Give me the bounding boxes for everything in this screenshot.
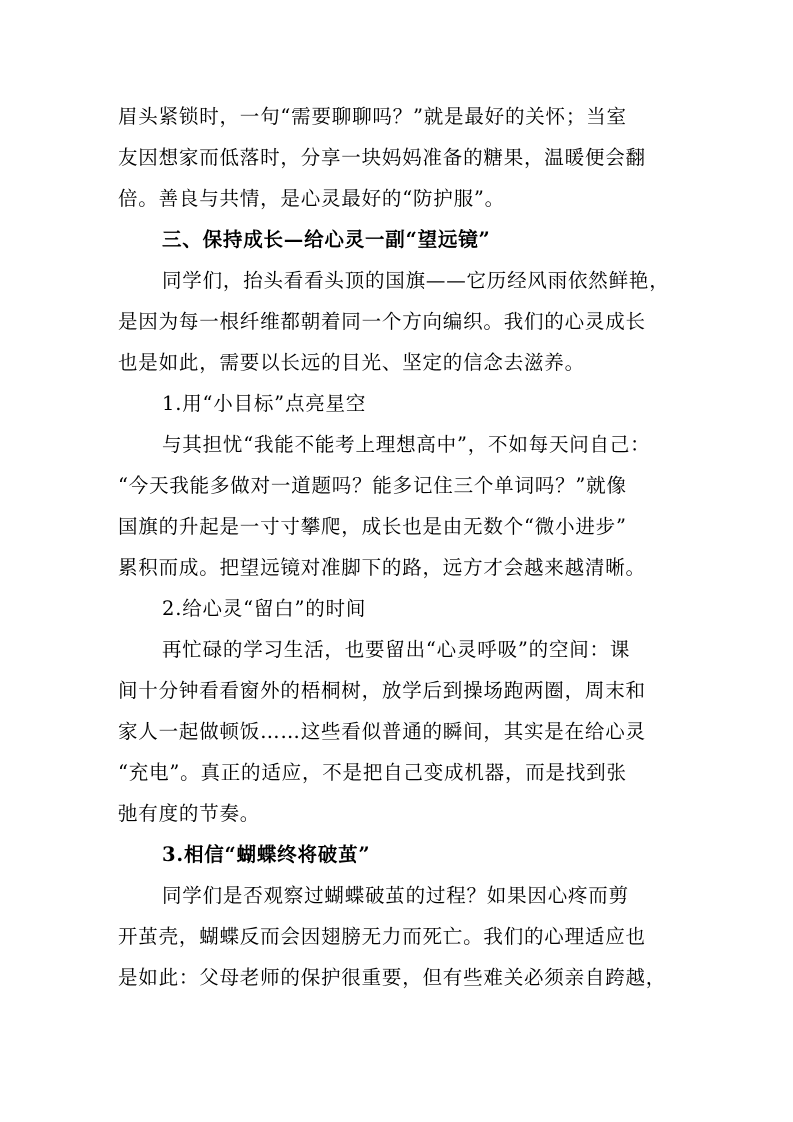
text-line: 开茧壳，蝴蝶反而会因翅膀无力而死亡。我们的心理适应也: [118, 925, 646, 948]
sub-heading-text: 2.给心灵“留白”的时间: [162, 597, 367, 620]
sub-heading: [118, 834, 678, 875]
section-heading: [118, 219, 678, 260]
text-line: 友因想家而低落时，分享一块妈妈准备的糖果，温暖便会翻: [118, 146, 646, 169]
paragraph: [118, 629, 678, 834]
paragraph: [118, 875, 678, 998]
text-line: 眉头紧锁时，一句“需要聊聊吗？”就是最好的关怀；当室: [118, 105, 627, 128]
text-line: 弛有度的节奏。: [118, 802, 261, 825]
text-line: 是因为每一根纤维都朝着同一个方向编织。我们的心灵成长: [118, 310, 646, 333]
sub-heading: [118, 383, 678, 424]
paragraph: [118, 260, 678, 383]
text-line: 同学们，抬头看看头顶的国旗——它历经风雨依然鲜艳，: [162, 269, 670, 292]
text-line: “今天我能多做对一道题吗？能多记住三个单词吗？”就像: [118, 474, 627, 497]
text-line: 家人一起做顿饭……这些看似普通的瞬间，其实是在给心灵: [118, 720, 646, 743]
sub-heading-text: 1.用“小目标”点亮星空: [162, 392, 367, 415]
section-heading-text: 三、保持成长—给心灵一副“望远镜”: [162, 228, 491, 251]
sub-heading: [118, 588, 678, 629]
text-line: 同学们是否观察过蝴蝶破茧的过程？如果因心疼而剪: [162, 884, 629, 907]
text-line: 再忙碌的学习生活，也要留出“心灵呼吸”的空间：课: [162, 638, 631, 661]
paragraph: [118, 424, 678, 588]
paragraph: [118, 96, 678, 219]
document-body: [118, 96, 678, 998]
sub-heading-text: 3.相信“蝴蝶终将破茧”: [162, 843, 371, 866]
text-line: 国旗的升起是一寸寸攀爬，成长也是由无数个“微小进步”: [118, 515, 627, 538]
text-line: 累积而成。把望远镜对准脚下的路，远方才会越来越清晰。: [118, 556, 646, 579]
text-line: 与其担忧“我能不能考上理想高中”，不如每天问自己：: [162, 433, 651, 456]
text-line: 是如此：父母老师的保护很重要，但有些难关必须亲自跨越，: [118, 966, 667, 989]
text-line: “充电”。真正的适应，不是把自己变成机器，而是找到张: [118, 761, 627, 784]
text-line: 也是如此，需要以长远的目光、坚定的信念去滋养。: [118, 351, 585, 374]
text-line: 倍。善良与共情，是心灵最好的“防护服”。: [118, 187, 505, 210]
text-line: 间十分钟看看窗外的梧桐树，放学后到操场跑两圈，周末和: [118, 679, 646, 702]
